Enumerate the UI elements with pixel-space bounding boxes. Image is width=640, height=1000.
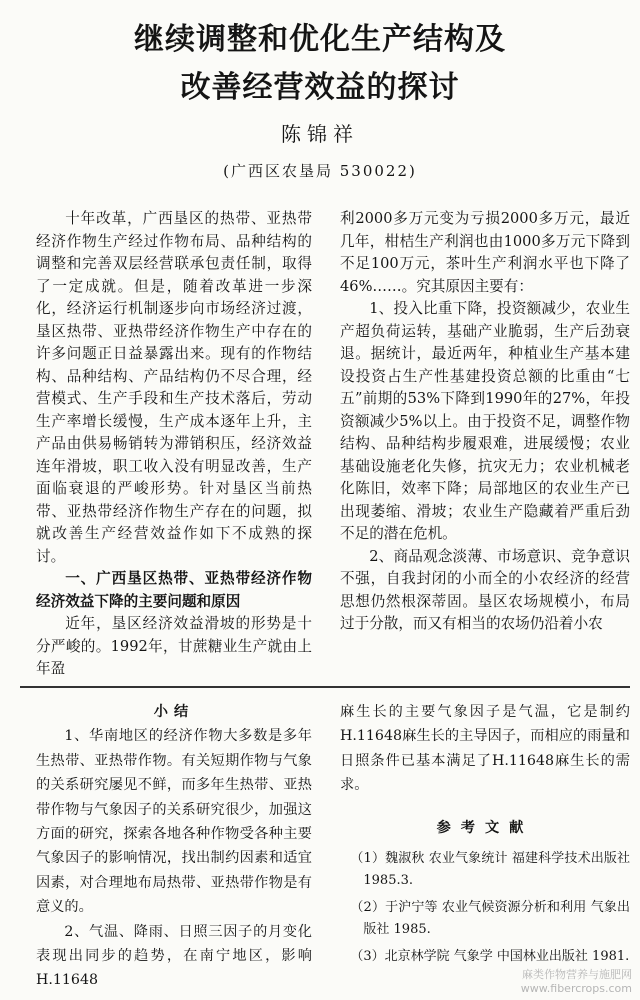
body-paragraph: 1、投入比重下降，投资额减少，农业生产超负荷运转，基础产业脆弱，生产后劲衰退。据统计，最近两年，种植业生产基本建设投资占生产性基建投资总额的比重由“七五”前期的53%下降到1990年的27%，年投资额减少5%以上。由于投资不足，调整作物结构、品种结构步履艰难，进展缓慢；农业基础设施老化失修，抗灾无力；农业机械老化陈旧，效率下降；局部地区的农业生产已出现萎缩、滑坡；农业生产隐藏着严重后劲不足的潜在危机。	[340, 300, 630, 542]
site-watermark	[521, 968, 632, 996]
body-paragraph-continued: 利2000多万元变为亏损2000多万元，最近几年，柑桔生产利润也由1000多万元下降到不足100万元，茶叶生产利润水平也下降了46%……。究其原因主要有：	[340, 210, 630, 295]
reference-item: （2）于沪宁等 农业气候资源分析和利用 气象出版社 1985.	[350, 900, 630, 937]
section-divider	[20, 686, 630, 688]
article-title-line1: 继续调整和优化生产结构及	[134, 22, 506, 57]
article-column-left	[36, 208, 312, 681]
summary-paragraph-continued: 麻生长的主要气象因子是气温，它是制约H.11648麻生长的主导因子，而相应的雨量和日照条件已基本满足了H.11648麻生长的需求。	[340, 704, 630, 794]
watermark-site-name: 麻类作物营养与施肥网	[522, 968, 632, 981]
article-column-right	[340, 208, 630, 636]
body-paragraph: 近年，垦区经济效益滑坡的形势是十分严峻的。1992年，甘蔗糖业生产就由上年盈	[36, 615, 312, 677]
summary-paragraph: 1、华南地区的经济作物大多数是多年生热带、亚热带作物。有关短期作物与气象的关系研究屡见不鲜，而多年生热带、亚热带作物与气象因子的关系研究很少，加强这方面的研究，探索各地各种作物受各种主要气象因子的影响情况，找出制约因素和适宜因素，对合理地布局热带、亚热带作物是有意义的。	[36, 728, 312, 916]
intro-paragraph: 十年改革，广西垦区的热带、亚热带经济作物生产经过作物布局、品种结构的调整和完善双层经营联承包责任制，取得了一定成就。但是，随着改革进一步深化，经济运行机制逐步向市场经济过渡，垦区热带、亚热带经济作物生产中存在的许多问题正日益暴露出来。现有的作物结构、品种结构、产品结构仍不尽合理，经营模式、生产手段和生产技术落后，劳动生产率增长缓慢，生产成本逐年上升，主产品由供易畅销转为滞销积压，经济效益连年滑坡，职工收入没有明显改善，生产面临衰退的严峻形势。针对垦区当前热带、亚热带经济作物生产存在的问题，拟就改善生产经营效益作如下不成熟的探讨。	[36, 210, 312, 565]
summary-column-left	[36, 700, 312, 993]
body-paragraph: 2、商品观念淡薄、市场意识、竞争意识不强，自我封闭的小而全的小农经济的经营思想仍然根深蒂固。垦区农场规模小，布局过于分散，而又有相当的农场仍沿着小农	[340, 547, 630, 632]
article-title-line2: 改善经营效益的探讨	[180, 70, 460, 105]
author-affiliation: (广西区农垦局 530022)	[223, 162, 417, 180]
summary-paragraph: 2、气温、降雨、日照三因子的月变化表现出同步的趋势，在南宁地区，影响H.11648	[36, 923, 312, 989]
summary-column-right	[340, 700, 630, 974]
reference-item: （1）魏淑秋 农业气象统计 福建科学技术出版社 1985.3.	[350, 851, 630, 888]
summary-heading: 小结	[153, 704, 195, 720]
section-heading: 一、广西垦区热带、亚热带经济作物经济效益下降的主要问题和原因	[36, 570, 312, 610]
references-heading: 参考文献	[436, 819, 534, 836]
reference-item: （3）北京林学院 气象学 中国林业出版社 1981.	[350, 949, 630, 965]
watermark-url: www.fibercrops.com	[520, 982, 632, 995]
author-name: 陈锦祥	[281, 122, 359, 146]
